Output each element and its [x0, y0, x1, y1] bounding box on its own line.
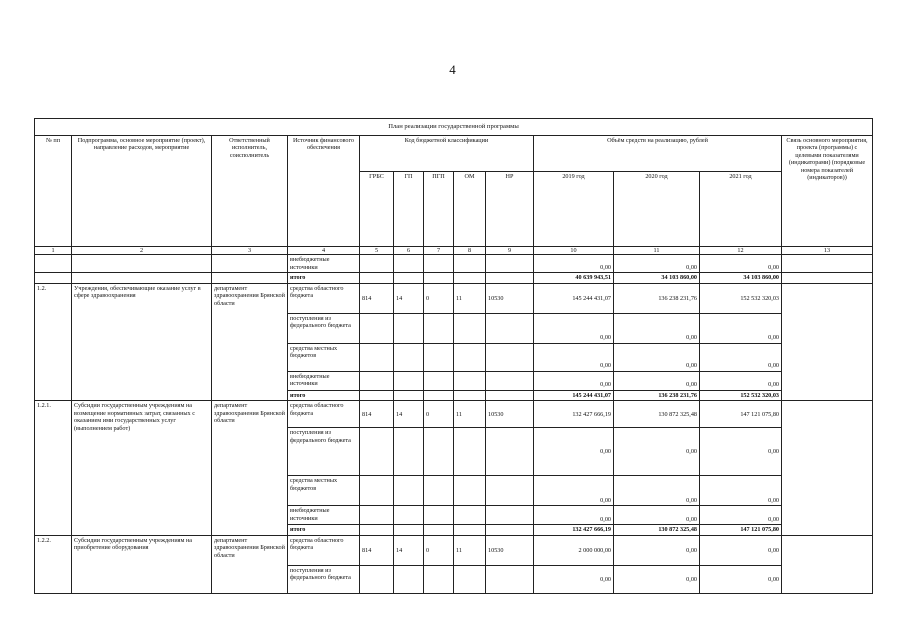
source-cell: поступления из федерального бюджета [288, 428, 360, 476]
table-row [35, 255, 873, 273]
col-number: 1 [35, 247, 72, 255]
amount-cell: 0,00 [700, 476, 782, 506]
code-om: 11 [454, 283, 486, 313]
amount-cell: 0,00 [614, 313, 700, 343]
col-number: 2 [72, 247, 212, 255]
amount-cell: 0,00 [534, 255, 614, 273]
amount-cell: 0,00 [700, 506, 782, 525]
table-row [35, 283, 873, 313]
item-name: Субсидии государственным учреждениям на приобретение оборудования [72, 535, 212, 593]
amount-cell: 0,00 [700, 255, 782, 273]
amount-cell: 34 103 860,00 [700, 273, 782, 283]
amount-cell: 0,00 [700, 371, 782, 390]
amount-cell: 136 238 231,76 [614, 283, 700, 313]
header-num: № пп [35, 136, 72, 247]
header-pgp: ПГП [424, 172, 454, 247]
amount-cell: 0,00 [700, 428, 782, 476]
page-number: 4 [449, 62, 456, 77]
header-np: НР [486, 172, 534, 247]
amount-cell: 130 872 325,48 [614, 525, 700, 535]
amount-cell: 0,00 [534, 313, 614, 343]
item-num: 1.2. [35, 283, 72, 400]
amount-cell: 2 000 000,00 [534, 535, 614, 565]
source-cell: внебюджетные источники [288, 371, 360, 390]
source-cell: итого [288, 390, 360, 400]
amount-cell: 147 121 075,80 [700, 525, 782, 535]
amount-cell: 147 121 075,80 [700, 401, 782, 428]
col-number: 10 [534, 247, 614, 255]
amount-cell: 0,00 [534, 476, 614, 506]
header-program: Подпрограмма, основное мероприятие (проект), направление расходов, мероприятие [72, 136, 212, 247]
col-number: 5 [360, 247, 394, 255]
source-cell: поступления из федерального бюджета [288, 565, 360, 593]
col-number: 8 [454, 247, 486, 255]
amount-cell: 0,00 [614, 428, 700, 476]
amount-cell: 132 427 666,19 [534, 525, 614, 535]
code-gp: 14 [394, 535, 424, 565]
header-grbs: ГРБС [360, 172, 394, 247]
item-num: 1.2.1. [35, 401, 72, 535]
amount-cell: 40 639 943,51 [534, 273, 614, 283]
code-np: 10530 [486, 535, 534, 565]
amount-cell: 0,00 [534, 565, 614, 593]
header-executor: Ответственный исполнитель, соисполнитель [212, 136, 288, 247]
amount-cell: 0,00 [614, 565, 700, 593]
amount-cell: 0,00 [700, 313, 782, 343]
code-grbs: 814 [360, 283, 394, 313]
col-number: 11 [614, 247, 700, 255]
code-grbs: 814 [360, 401, 394, 428]
col-number: 9 [486, 247, 534, 255]
program-plan-table [34, 118, 873, 594]
header-gp: ГП [394, 172, 424, 247]
source-cell: внебюджетные источники [288, 255, 360, 273]
item-name: Учреждения, обеспечивающие оказание услуг в сфере здравоохранения [72, 283, 212, 400]
source-cell: средства областного бюджета [288, 535, 360, 565]
col-number: 13 [782, 247, 873, 255]
code-gp: 14 [394, 283, 424, 313]
header-2019: 2019 год [534, 172, 614, 247]
col-number: 3 [212, 247, 288, 255]
code-pgp: 0 [424, 401, 454, 428]
code-om: 11 [454, 401, 486, 428]
amount-cell: 0,00 [614, 476, 700, 506]
amount-cell: 0,00 [614, 506, 700, 525]
amount-cell: 130 872 325,48 [614, 401, 700, 428]
source-cell: средства местных бюджетов [288, 343, 360, 371]
header-2021: 2021 год [700, 172, 782, 247]
header-budget-code: Код бюджетной классификации [360, 136, 534, 172]
amount-cell: 145 244 431,07 [534, 390, 614, 400]
header-volume: Объём средств на реализацию, рублей [534, 136, 782, 172]
item-name: Субсидии государственным учреждениям на возмещение нормативных затрат, связанных с оказанием ими государственных услуг (выполнением работ) [72, 401, 212, 535]
header-row [35, 136, 873, 172]
code-om: 11 [454, 535, 486, 565]
item-executor: департамент здравоохранения Брянской области [212, 535, 288, 593]
amount-cell: 0,00 [614, 535, 700, 565]
source-cell: средства местных бюджетов [288, 476, 360, 506]
amount-cell: 0,00 [614, 343, 700, 371]
source-cell: средства областного бюджета [288, 283, 360, 313]
table-row-total [35, 273, 873, 283]
amount-cell: 0,00 [534, 371, 614, 390]
code-grbs: 814 [360, 535, 394, 565]
amount-cell: 152 532 320,03 [700, 390, 782, 400]
table-row [35, 401, 873, 428]
amount-cell: 0,00 [700, 535, 782, 565]
header-2020: 2020 год [614, 172, 700, 247]
col-number: 7 [424, 247, 454, 255]
table-title: План реализации государственной программы [35, 119, 873, 136]
source-cell: поступления из федерального бюджета [288, 313, 360, 343]
table-row [35, 535, 873, 565]
code-gp: 14 [394, 401, 424, 428]
col-number: 6 [394, 247, 424, 255]
item-num: 1.2.2. [35, 535, 72, 593]
amount-cell: 152 532 320,03 [700, 283, 782, 313]
header-link: Связь основного мероприятия, проекта (программы) с целевыми показателями (индикаторами) (порядковые номера показателей (индикаторов)) [782, 136, 873, 247]
amount-cell: 132 427 666,19 [534, 401, 614, 428]
table-title-row [35, 119, 873, 136]
source-cell: средства областного бюджета [288, 401, 360, 428]
item-executor: департамент здравоохранения Брянской области [212, 401, 288, 535]
amount-cell: 145 244 431,07 [534, 283, 614, 313]
amount-cell: 0,00 [700, 565, 782, 593]
column-number-row [35, 247, 873, 255]
col-number: 4 [288, 247, 360, 255]
amount-cell: 0,00 [534, 343, 614, 371]
amount-cell: 0,00 [614, 255, 700, 273]
amount-cell: 0,00 [534, 506, 614, 525]
amount-cell: 0,00 [534, 428, 614, 476]
amount-cell: 0,00 [614, 371, 700, 390]
col-number: 12 [700, 247, 782, 255]
source-cell: внебюджетные источники [288, 506, 360, 525]
amount-cell: 0,00 [700, 343, 782, 371]
code-np: 10530 [486, 401, 534, 428]
header-source: Источник финансового обеспечения [288, 136, 360, 247]
code-pgp: 0 [424, 283, 454, 313]
source-cell: итого [288, 525, 360, 535]
source-cell: итого [288, 273, 360, 283]
item-executor: департамент здравоохранения Брянской области [212, 283, 288, 400]
header-om: ОМ [454, 172, 486, 247]
code-pgp: 0 [424, 535, 454, 565]
amount-cell: 136 238 231,76 [614, 390, 700, 400]
amount-cell: 34 103 860,00 [614, 273, 700, 283]
code-np: 10530 [486, 283, 534, 313]
